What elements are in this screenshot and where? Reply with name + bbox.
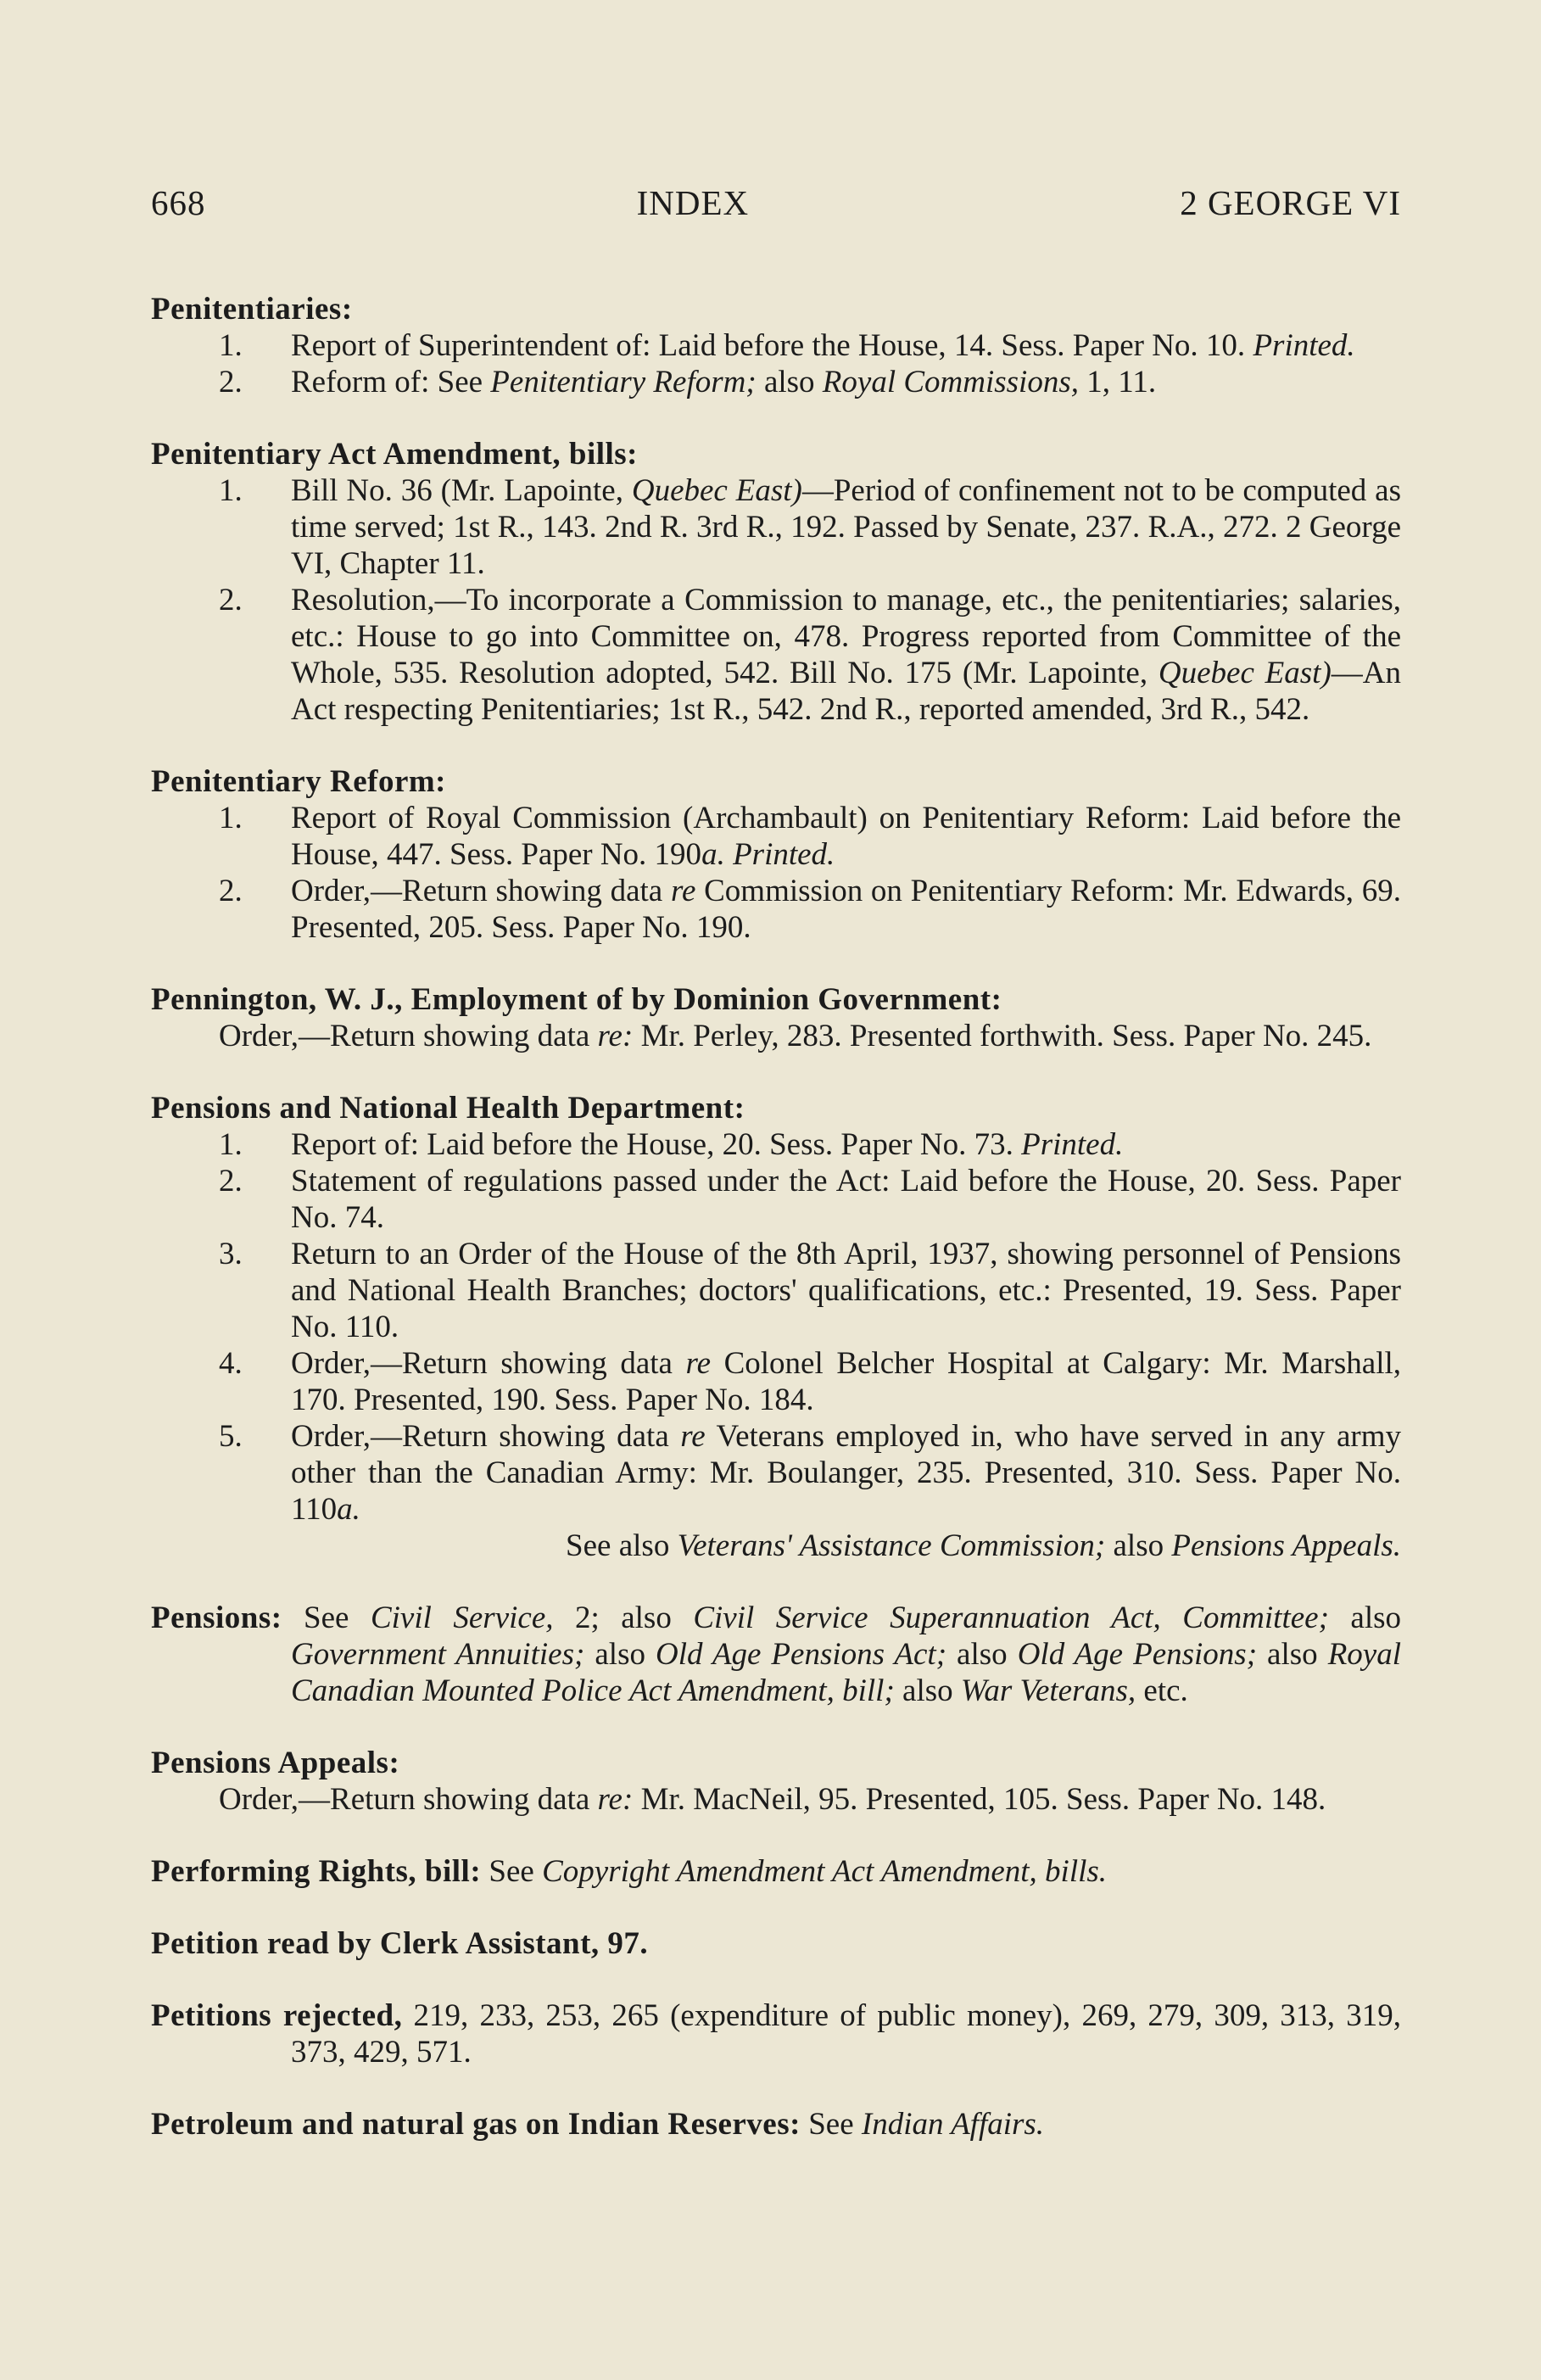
item-italic: Printed. <box>733 837 835 872</box>
item-text: Order,—Return showing data <box>291 1419 681 1454</box>
item-number: 3. <box>219 1237 243 1271</box>
index-entry-pensions-appeals <box>151 1745 1401 1818</box>
entry-italic: re: <box>597 1019 634 1053</box>
index-entry-petition-read <box>151 1925 1401 1962</box>
list-item <box>151 1345 1401 1418</box>
item-text: Reform of: See <box>291 365 491 399</box>
list-item <box>151 472 1401 582</box>
entry-text: 219, 233, 253, 265 (expenditure of public money), 269, 279, 309, 313, 319, 373, 429, 571. <box>291 1998 1402 2070</box>
entry-heading: Pensions Appeals: <box>151 1746 400 1780</box>
entry-heading: Penitentiary Reform: <box>151 764 447 799</box>
item-text: also <box>756 365 823 399</box>
entry-heading: Pennington, W. J., Employment of by Dominion Government: <box>151 982 1002 1017</box>
entry-text: also <box>584 1637 656 1672</box>
page-title: INDEX <box>636 183 750 222</box>
entry-heading: Petitions rejected, <box>151 1998 403 2033</box>
item-italic: a. <box>337 1492 360 1527</box>
entry-italic: Old Age Pensions Act; <box>656 1637 947 1672</box>
entry-italic: Civil Service, <box>370 1601 554 1635</box>
entry-italic: re: <box>597 1782 634 1817</box>
index-entry-petitions-rejected <box>151 1997 1401 2070</box>
entry-italic: War Veterans, <box>960 1673 1136 1708</box>
item-text: Bill No. 36 (Mr. Lapointe, <box>291 473 632 508</box>
item-italic: Quebec East) <box>631 473 802 508</box>
index-entry-petroleum <box>151 2106 1401 2143</box>
entry-text: Mr. MacNeil, 95. Presented, 105. Sess. Paper No. 148. <box>633 1782 1326 1817</box>
item-italic: Quebec East) <box>1158 656 1332 690</box>
entry-heading: Petroleum and natural gas on Indian Reserves: <box>151 2107 801 2142</box>
item-text: 1, 11. <box>1078 365 1157 399</box>
entry-italic: Government Annuities; <box>291 1637 585 1672</box>
item-text: Resolution,—To incorporate a Commission to manage, etc., the penitentiaries; salaries, etc.: House to go into Committee on, 478. Progress reported from Committee of the Whole, 535. Resolution adopted, 542. Bill No. 175 (Mr. Lapointe, <box>291 583 1401 690</box>
list-item <box>151 1163 1401 1236</box>
item-number: 2. <box>219 874 243 908</box>
item-number: 2. <box>219 583 243 617</box>
item-text: —Period of confinement not to be computed as time served; 1st R., 143. 2nd R. 3rd R., 192. Passed by Senate, 237. R.A., 272. 2 George VI, Chapter 11. <box>291 473 1401 581</box>
entry-italic: Indian Affairs. <box>861 2107 1045 2142</box>
item-italic: re <box>680 1419 706 1454</box>
item-italic: Royal Commissions, <box>822 365 1079 399</box>
item-italic: re <box>670 874 696 908</box>
item-text: Report of Superintendent of: Laid before the House, 14. Sess. Paper No. 10. <box>291 328 1253 363</box>
page-number: 668 <box>151 183 206 222</box>
index-entry-pensions <box>151 1600 1401 1709</box>
item-text: Report of: Laid before the House, 20. Sess. Paper No. 73. <box>291 1127 1022 1162</box>
item-number: 1. <box>219 801 243 835</box>
entry-heading: Petition read by Clerk Assistant, 97. <box>151 1926 649 1961</box>
item-text: Colonel Belcher Hospital at Calgary: Mr. Marshall, 170. Presented, 190. Sess. Paper No. 184. <box>291 1346 1401 1417</box>
entry-heading: Pensions and National Health Department: <box>151 1091 745 1126</box>
entry-italic: Royal Canadian Mounted Police Act Amendment, bill; <box>291 1637 1402 1708</box>
item-italic: Penitentiary Reform; <box>490 365 757 399</box>
entry-text: See <box>481 1854 543 1889</box>
list-item <box>151 1418 1401 1528</box>
item-number: 1. <box>219 328 243 363</box>
entry-body <box>151 1781 1401 1818</box>
entry-italic: Copyright Amendment Act Amendment, bills. <box>542 1854 1108 1889</box>
index-entry-penitentiary-act <box>151 436 1401 728</box>
item-text: Order,—Return showing data <box>291 874 671 908</box>
item-number: 1. <box>219 473 243 508</box>
list-item <box>151 800 1401 873</box>
entry-heading: Penitentiary Act Amendment, bills: <box>151 437 639 472</box>
list-item <box>151 327 1401 364</box>
see-text: also <box>1105 1528 1172 1563</box>
entry-body <box>151 1018 1401 1054</box>
item-number: 2. <box>219 365 243 399</box>
item-number: 4. <box>219 1346 243 1381</box>
list-item <box>151 364 1401 400</box>
page-header <box>151 182 1401 223</box>
entry-heading: Performing Rights, bill: <box>151 1854 482 1889</box>
see-italic: Pensions Appeals. <box>1171 1528 1401 1563</box>
list-item <box>151 1236 1401 1345</box>
see-also-line <box>151 1528 1401 1564</box>
item-italic: a. <box>701 837 725 872</box>
item-text: Statement of regulations passed under the Act: Laid before the House, 20. Sess. Paper No. 74. <box>291 1164 1401 1235</box>
entry-text: Mr. Perley, 283. Presented forthwith. Sess. Paper No. 245. <box>633 1019 1372 1053</box>
item-text: Order,—Return showing data <box>291 1346 686 1381</box>
list-item <box>151 582 1401 728</box>
list-item <box>151 873 1401 946</box>
entry-text: Order,—Return showing data <box>219 1019 598 1053</box>
entry-text: etc. <box>1136 1673 1188 1708</box>
entry-heading: Penitentiaries: <box>151 292 353 327</box>
entry-text: See <box>800 2107 862 2142</box>
entry-heading: Pensions: <box>151 1601 282 1635</box>
see-italic: Veterans' Assistance Commission; <box>677 1528 1106 1563</box>
entry-italic: Old Age Pensions; <box>1017 1637 1258 1672</box>
item-text: Commission on Penitentiary Reform: Mr. Edwards, 69. Presented, 205. Sess. Paper No. 190. <box>291 874 1401 945</box>
index-entry-penitentiary-reform <box>151 763 1401 946</box>
index-entry-penitentiaries <box>151 291 1401 400</box>
item-number: 2. <box>219 1164 243 1198</box>
item-number: 1. <box>219 1127 243 1162</box>
entry-text: also <box>946 1637 1018 1672</box>
index-entry-pensions-health <box>151 1090 1401 1564</box>
item-text: Report of Royal Commission (Archambault) on Penitentiary Reform: Laid before the House, 447. Sess. Paper No. 190 <box>291 801 1401 872</box>
item-italic: Printed. <box>1021 1127 1124 1162</box>
item-italic: Printed. <box>1253 328 1355 363</box>
list-item <box>151 1126 1401 1163</box>
entry-text: 2; also <box>553 1601 694 1635</box>
entry-text: also <box>1328 1601 1401 1635</box>
entry-italic: Civil Service Superannuation Act, Committee; <box>693 1601 1329 1635</box>
item-text: Return to an Order of the House of the 8th April, 1937, showing personnel of Pensions and National Health Branches; doctors' qualifications, etc.: Presented, 19. Sess. Paper No. 110. <box>291 1237 1401 1344</box>
volume-label: 2 GEORGE VI <box>1180 183 1401 222</box>
entry-text: Order,—Return showing data <box>219 1782 598 1817</box>
index-entry-pennington <box>151 981 1401 1054</box>
item-text <box>725 837 733 872</box>
index-entry-performing-rights <box>151 1853 1401 1890</box>
item-text: —An Act respecting Penitentiaries; 1st R., 542. 2nd R., reported amended, 3rd R., 542. <box>291 656 1401 727</box>
entry-text: also <box>894 1673 961 1708</box>
entry-text: See <box>282 1601 371 1635</box>
item-italic: re <box>685 1346 711 1381</box>
entry-text: also <box>1257 1637 1328 1672</box>
item-number: 5. <box>219 1419 243 1454</box>
see-text: See also <box>566 1528 678 1563</box>
item-text: Veterans employed in, who have served in any army other than the Canadian Army: Mr. Boulanger, 235. Presented, 310. Sess. Paper No. 110 <box>291 1419 1401 1527</box>
